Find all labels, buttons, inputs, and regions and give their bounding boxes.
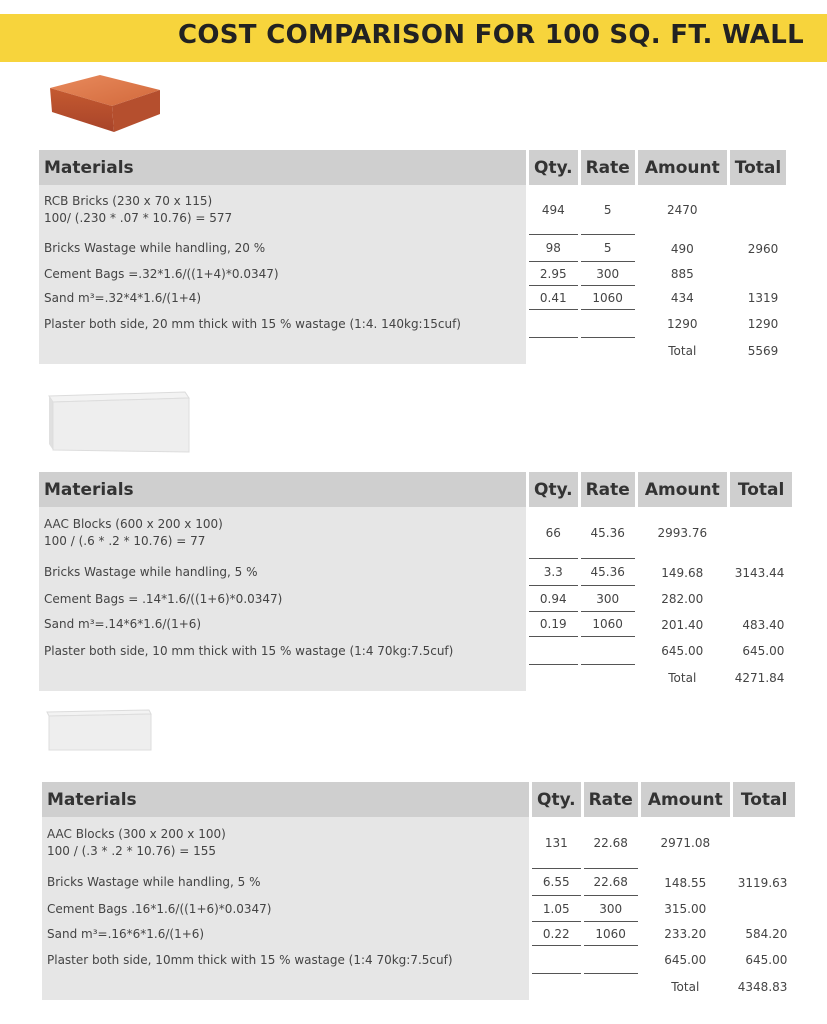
header-total: Total (730, 472, 793, 507)
table-row (42, 922, 795, 946)
amount-cell: 434 (670, 291, 694, 305)
rate-cell (584, 946, 638, 974)
table-row (39, 286, 786, 310)
table-total-row (42, 974, 795, 1000)
qty-cell: 98 (529, 235, 578, 262)
rate-cell (584, 974, 638, 1000)
material-text: AAC Blocks (300 x 200 x 100) (47, 827, 226, 841)
material-cell: Plaster both side, 10mm thick with 15 % wastage (1:4 70kg:7.5cuf) (42, 946, 529, 974)
rate-cell: 22.68 (584, 869, 638, 896)
table-row (42, 869, 795, 896)
cost-table-aac-300 (39, 782, 798, 1000)
table-row (39, 185, 786, 235)
rate-cell: 300 (581, 262, 635, 286)
total-cell (733, 817, 796, 869)
material-cell: Cement Bags = .14*1.6/((1+6)*0.0347) (39, 586, 526, 612)
page-title: COST COMPARISON FOR 100 SQ. FT. WALL (178, 20, 804, 50)
table-total-row (39, 665, 792, 691)
material-text: RCB Bricks (230 x 70 x 115) (44, 194, 213, 208)
header-qty: Qty. (529, 150, 578, 185)
header-materials: Materials (39, 150, 526, 185)
rate-cell: 1060 (581, 612, 635, 637)
material-formula: 100 / (.6 * .2 * 10.76) = 77 (44, 534, 206, 548)
qty-cell (529, 665, 578, 691)
table-row (39, 612, 792, 637)
amount-cell: 149.68 (661, 565, 704, 580)
table-row (39, 310, 786, 338)
total-cell (730, 185, 786, 235)
header-amount: Amount (641, 782, 730, 817)
material-formula: 100/ (.230 * .07 * 10.76) = 577 (44, 211, 233, 225)
total-cell (730, 586, 793, 612)
material-cell (39, 665, 526, 691)
material-cell: Cement Bags =.32*1.6/((1+4)*0.0347) (39, 262, 526, 286)
table-row (39, 235, 786, 262)
material-cell (39, 338, 526, 364)
header-rate: Rate (584, 782, 638, 817)
material-cell: Bricks Wastage while handling, 5 % (42, 869, 529, 896)
header-total: Total (730, 150, 786, 185)
rate-cell (581, 665, 635, 691)
material-cell (39, 185, 526, 235)
amount-cell: 645.00 (664, 953, 707, 967)
amount-cell: 233.20 (664, 927, 707, 941)
qty-cell: 0.41 (529, 286, 578, 310)
header-qty: Qty. (529, 472, 578, 507)
qty-cell: 3.3 (529, 559, 578, 586)
amount-cell: 490 (670, 241, 694, 256)
qty-cell: 6.55 (532, 869, 581, 896)
table-header (39, 150, 786, 185)
cost-table-aac-600 (36, 472, 795, 691)
qty-cell: 0.94 (529, 586, 578, 612)
header-materials: Materials (39, 472, 526, 507)
total-label: Total (668, 344, 697, 358)
table-row (39, 262, 786, 286)
header-total: Total (733, 782, 796, 817)
amount-cell: 1290 (667, 317, 698, 331)
grand-total: 5569 (747, 344, 779, 358)
material-formula: 100 / (.3 * .2 * 10.76) = 155 (47, 844, 217, 858)
total-cell: 1290 (747, 317, 779, 331)
total-cell (733, 896, 796, 922)
qty-cell: 66 (529, 507, 578, 559)
material-cell (42, 974, 529, 1000)
rate-cell: 45.36 (581, 559, 635, 586)
total-cell: 3119.63 (737, 875, 788, 890)
material-cell: Sand m³=.32*4*1.6/(1+4) (39, 286, 526, 310)
material-cell (39, 507, 526, 559)
table-row (39, 559, 792, 586)
rate-cell: 300 (584, 896, 638, 922)
header-materials: Materials (42, 782, 529, 817)
amount-cell: 2993.76 (657, 526, 708, 540)
table-row (39, 586, 792, 612)
qty-cell (529, 338, 578, 364)
amount-cell: 645.00 (661, 644, 704, 658)
title-banner (0, 14, 827, 62)
material-text: AAC Blocks (600 x 200 x 100) (44, 517, 223, 531)
amount-cell: 282.00 (661, 592, 704, 606)
rate-cell: 5 (581, 185, 635, 235)
qty-cell (532, 974, 581, 1000)
material-cell: Cement Bags .16*1.6/((1+6)*0.0347) (42, 896, 529, 922)
rate-cell: 22.68 (584, 817, 638, 869)
material-cell: Plaster both side, 20 mm thick with 15 % wastage (1:4. 140kg:15cuf) (39, 310, 526, 338)
qty-cell: 131 (532, 817, 581, 869)
qty-cell (532, 946, 581, 974)
grand-total: 4348.83 (737, 980, 788, 994)
table-row (42, 896, 795, 922)
total-cell: 1319 (747, 291, 779, 305)
total-cell: 645.00 (745, 953, 788, 967)
total-cell (730, 262, 786, 286)
rate-cell: 300 (581, 586, 635, 612)
header-rate: Rate (581, 150, 635, 185)
total-label: Total (671, 980, 700, 994)
rate-cell (581, 637, 635, 665)
header-rate: Rate (581, 472, 635, 507)
qty-cell: 0.22 (532, 922, 581, 946)
qty-cell (529, 637, 578, 665)
rate-cell: 45.36 (581, 507, 635, 559)
grand-total: 4271.84 (734, 671, 785, 685)
aac-block-large-image (45, 390, 193, 460)
table-row (39, 637, 792, 665)
red-brick-image (42, 70, 167, 140)
table-row (39, 507, 792, 559)
total-label: Total (668, 671, 697, 685)
header-amount: Amount (638, 150, 727, 185)
material-cell: Bricks Wastage while handling, 20 % (39, 235, 526, 262)
material-cell: Sand m³=.14*6*1.6/(1+6) (39, 612, 526, 637)
material-cell: Bricks Wastage while handling, 5 % (39, 559, 526, 586)
qty-cell: 2.95 (529, 262, 578, 286)
qty-cell: 0.19 (529, 612, 578, 637)
header-qty: Qty. (532, 782, 581, 817)
qty-cell: 494 (529, 185, 578, 235)
material-cell: Sand m³=.16*6*1.6/(1+6) (42, 922, 529, 946)
total-cell (730, 507, 793, 559)
amount-cell: 2971.08 (660, 836, 711, 850)
table-row (42, 817, 795, 869)
amount-cell: 885 (670, 267, 694, 281)
rate-cell (581, 310, 635, 338)
amount-cell: 201.40 (661, 617, 704, 632)
total-cell: 2960 (747, 241, 779, 256)
table-total-row (39, 338, 786, 364)
rate-cell: 5 (581, 235, 635, 262)
amount-cell: 148.55 (664, 875, 707, 890)
table-header (42, 782, 795, 817)
rate-cell: 1060 (584, 922, 638, 946)
material-cell: Plaster both side, 10 mm thick with 15 % wastage (1:4 70kg:7.5cuf) (39, 637, 526, 665)
qty-cell (529, 310, 578, 338)
total-cell: 584.20 (745, 927, 788, 941)
total-cell: 483.40 (742, 617, 785, 632)
total-cell: 3143.44 (734, 565, 785, 580)
amount-cell: 2470 (667, 203, 698, 217)
material-cell (42, 817, 529, 869)
rate-cell (581, 338, 635, 364)
rate-cell: 1060 (581, 286, 635, 310)
cost-table-brick (36, 150, 789, 364)
qty-cell: 1.05 (532, 896, 581, 922)
table-header (39, 472, 792, 507)
amount-cell: 315.00 (664, 902, 707, 916)
total-cell: 645.00 (742, 644, 785, 658)
aac-block-small-image (45, 708, 155, 756)
header-amount: Amount (638, 472, 727, 507)
table-row (42, 946, 795, 974)
